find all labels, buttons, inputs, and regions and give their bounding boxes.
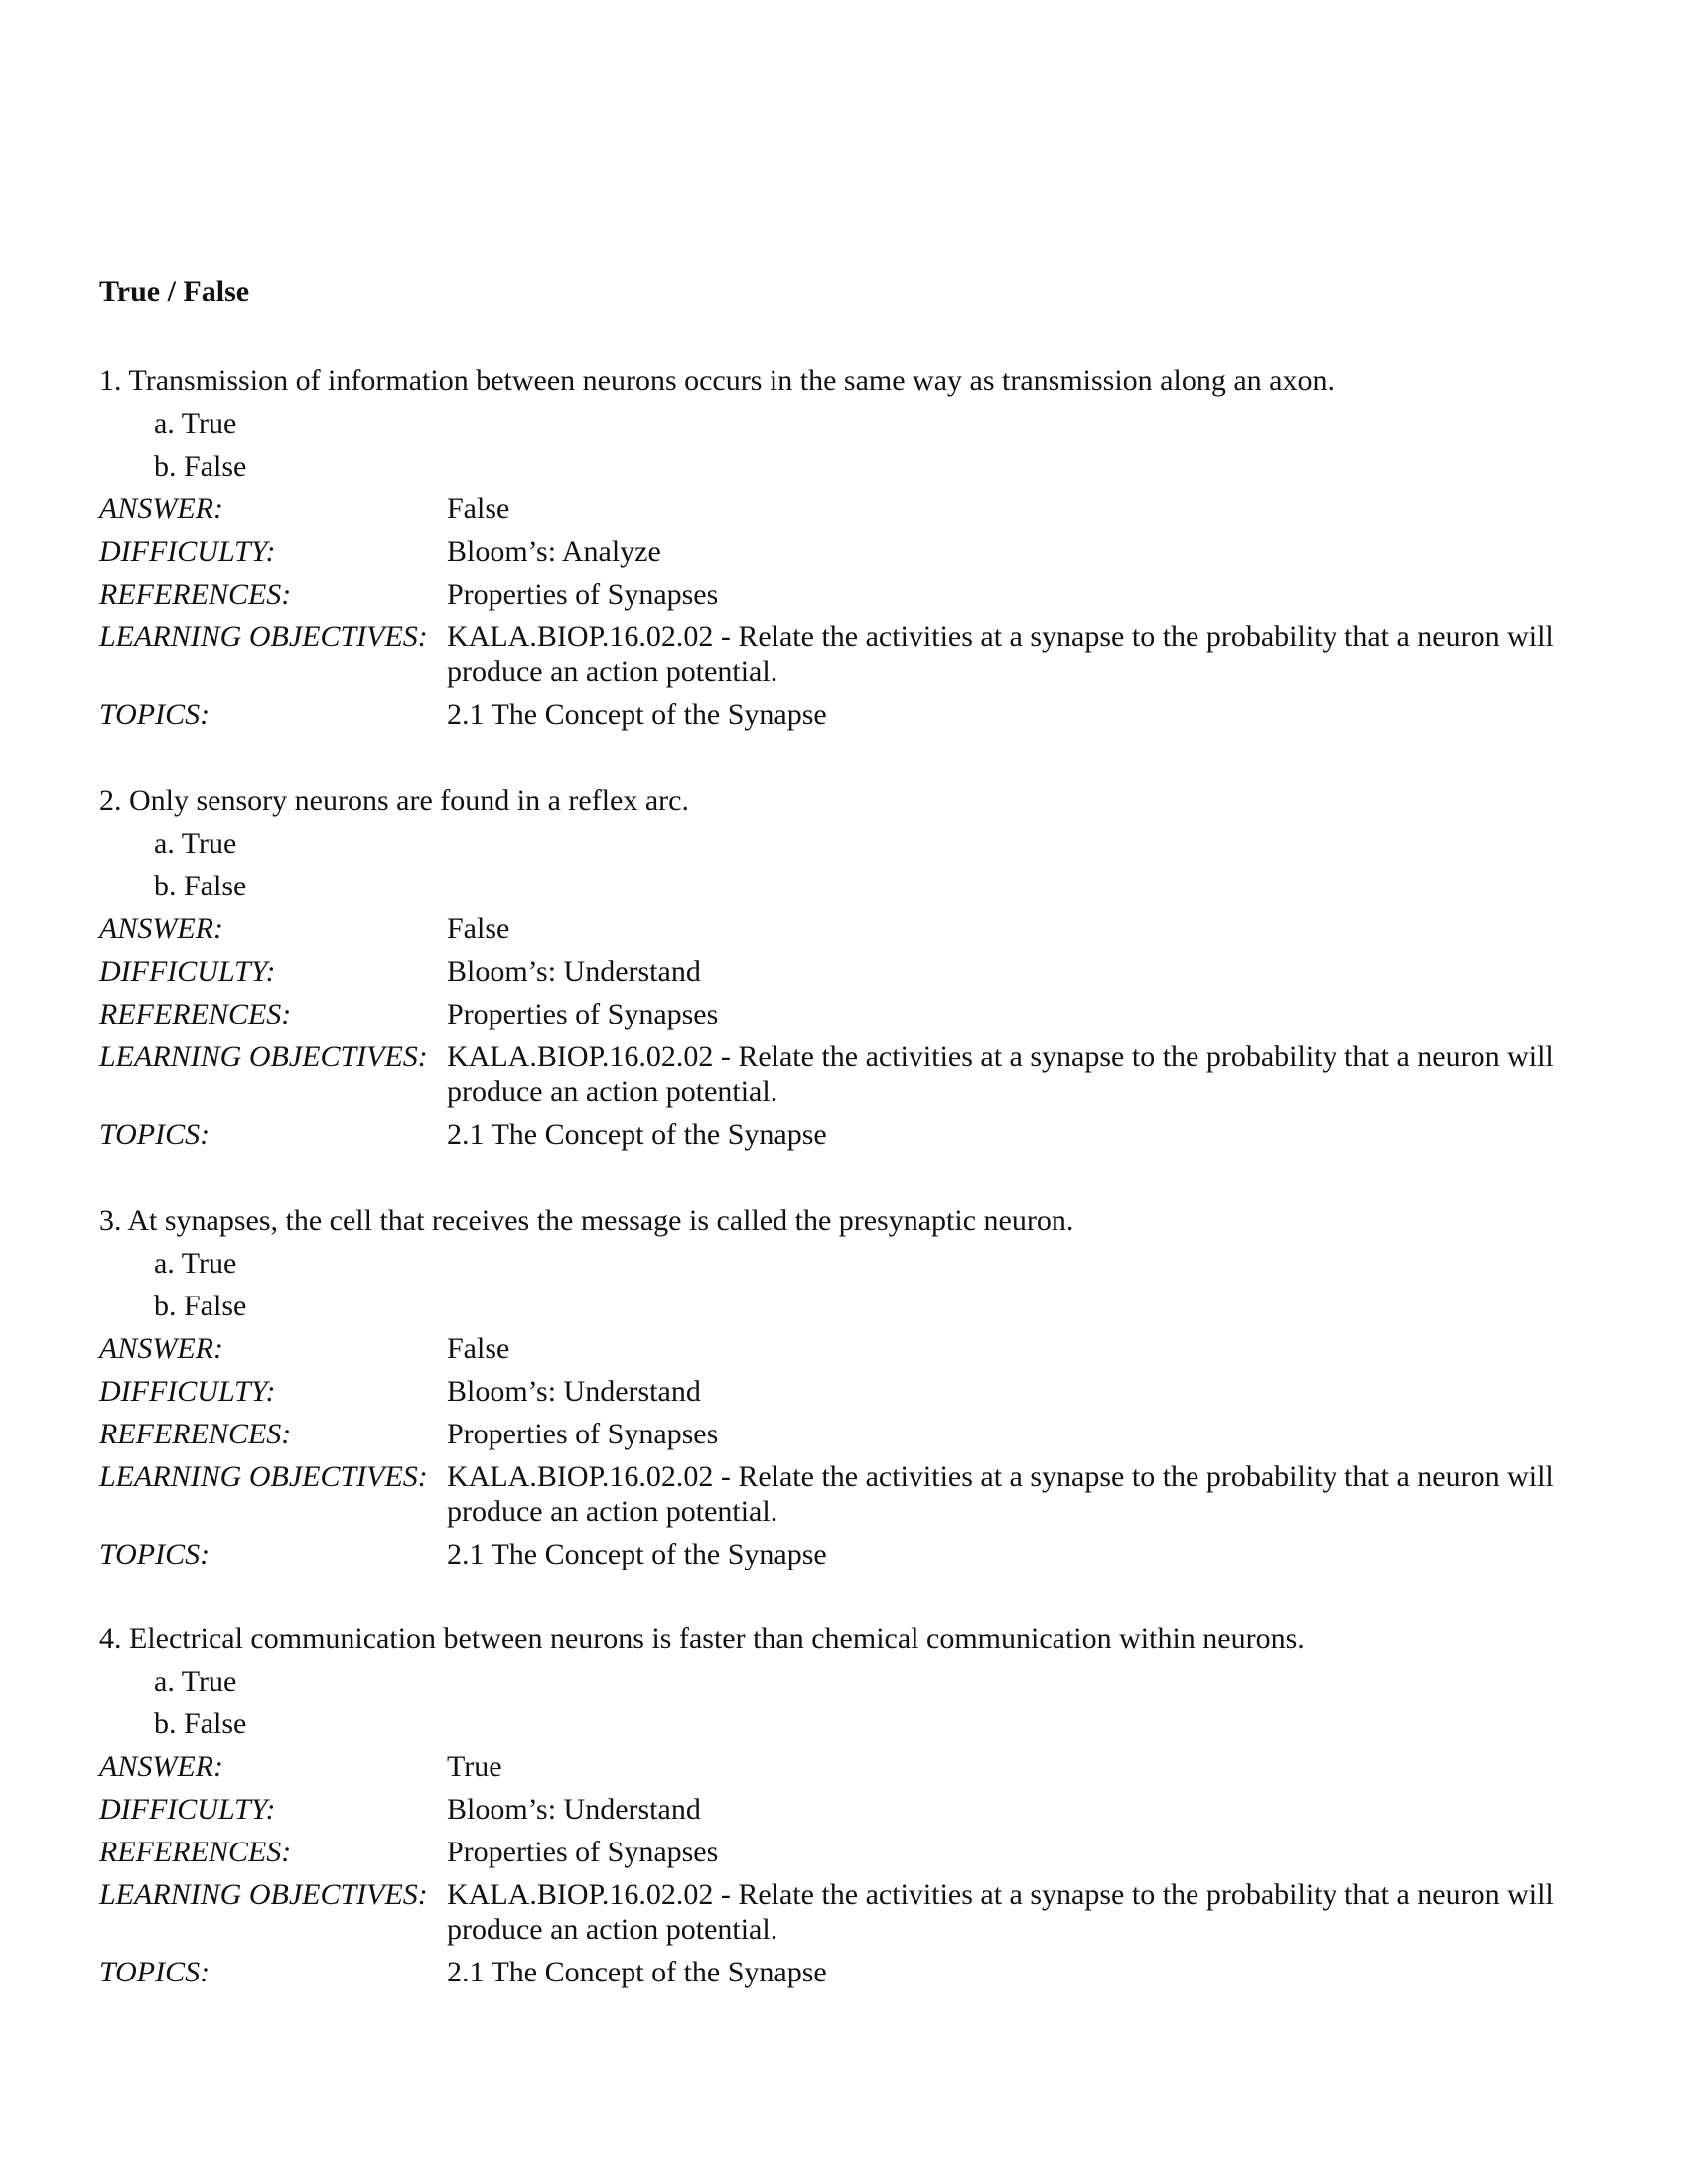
question-metadata bbox=[99, 907, 1589, 1156]
answer-value: True bbox=[447, 1750, 502, 1783]
difficulty-label: DIFFICULTY: bbox=[99, 1793, 276, 1826]
question-stem: 1. Transmission of information between neurons occurs in the same way as transmission along an axon. bbox=[99, 364, 1335, 397]
learning-objectives-value: KALA.BIOP.16.02.02 - Relate the activities at a synapse to the probability that a neuron will produce an action potential. bbox=[447, 620, 1554, 688]
topics-value: 2.1 The Concept of the Synapse bbox=[447, 1118, 827, 1151]
references-label: REFERENCES: bbox=[99, 1836, 292, 1868]
question-3 bbox=[99, 1199, 1589, 1575]
difficulty-value: Bloom’s: Understand bbox=[447, 1375, 701, 1408]
references-label: REFERENCES: bbox=[99, 578, 292, 611]
learning-objectives-label: LEARNING OBJECTIVES: bbox=[99, 1460, 428, 1493]
references-value: Properties of Synapses bbox=[447, 1418, 719, 1450]
topics-value: 2.1 The Concept of the Synapse bbox=[447, 698, 827, 731]
question-4 bbox=[99, 1617, 1589, 1993]
question-stem: 3. At synapses, the cell that receives the message is called the presynaptic neuron. bbox=[99, 1204, 1074, 1237]
references-value: Properties of Synapses bbox=[447, 578, 719, 611]
section-heading: True / False bbox=[99, 275, 250, 308]
difficulty-label: DIFFICULTY: bbox=[99, 535, 276, 568]
question-metadata bbox=[99, 487, 1589, 736]
option-false: b. False bbox=[154, 870, 247, 902]
option-false: b. False bbox=[154, 450, 247, 482]
question-stem: 2. Only sensory neurons are found in a reflex arc. bbox=[99, 784, 689, 817]
answer-value: False bbox=[447, 912, 510, 945]
learning-objectives-value: KALA.BIOP.16.02.02 - Relate the activities at a synapse to the probability that a neuron will produce an action potential. bbox=[447, 1878, 1554, 1946]
learning-objectives-label: LEARNING OBJECTIVES: bbox=[99, 1040, 428, 1073]
references-value: Properties of Synapses bbox=[447, 1836, 719, 1868]
question-2 bbox=[99, 779, 1589, 1156]
option-false: b. False bbox=[154, 1290, 247, 1322]
references-value: Properties of Synapses bbox=[447, 998, 719, 1030]
question-stem: 4. Electrical communication between neurons is faster than chemical communication within neurons. bbox=[99, 1622, 1305, 1655]
references-label: REFERENCES: bbox=[99, 1418, 292, 1450]
learning-objectives-value: KALA.BIOP.16.02.02 - Relate the activities at a synapse to the probability that a neuron will produce an action potential. bbox=[447, 1460, 1554, 1528]
answer-label: ANSWER: bbox=[99, 1750, 223, 1783]
difficulty-value: Bloom’s: Understand bbox=[447, 1793, 701, 1826]
answer-label: ANSWER: bbox=[99, 912, 223, 945]
topics-value: 2.1 The Concept of the Synapse bbox=[447, 1538, 827, 1570]
question-metadata bbox=[99, 1745, 1589, 1993]
answer-value: False bbox=[447, 492, 510, 525]
learning-objectives-value: KALA.BIOP.16.02.02 - Relate the activities at a synapse to the probability that a neuron will produce an action potential. bbox=[447, 1040, 1554, 1108]
option-true: a. True bbox=[154, 827, 237, 860]
learning-objectives-label: LEARNING OBJECTIVES: bbox=[99, 620, 428, 653]
question-1 bbox=[99, 359, 1589, 736]
topics-label: TOPICS: bbox=[99, 698, 211, 731]
option-true: a. True bbox=[154, 407, 237, 440]
option-true: a. True bbox=[154, 1665, 237, 1698]
question-metadata bbox=[99, 1327, 1589, 1575]
difficulty-value: Bloom’s: Analyze bbox=[447, 535, 661, 568]
difficulty-label: DIFFICULTY: bbox=[99, 1375, 276, 1408]
learning-objectives-label: LEARNING OBJECTIVES: bbox=[99, 1878, 428, 1911]
option-false: b. False bbox=[154, 1707, 247, 1740]
answer-label: ANSWER: bbox=[99, 1332, 223, 1365]
topics-label: TOPICS: bbox=[99, 1538, 211, 1570]
difficulty-label: DIFFICULTY: bbox=[99, 955, 276, 988]
answer-label: ANSWER: bbox=[99, 492, 223, 525]
topics-value: 2.1 The Concept of the Synapse bbox=[447, 1956, 827, 1988]
difficulty-value: Bloom’s: Understand bbox=[447, 955, 701, 988]
topics-label: TOPICS: bbox=[99, 1118, 211, 1151]
topics-label: TOPICS: bbox=[99, 1956, 211, 1988]
references-label: REFERENCES: bbox=[99, 998, 292, 1030]
answer-value: False bbox=[447, 1332, 510, 1365]
option-true: a. True bbox=[154, 1247, 237, 1280]
